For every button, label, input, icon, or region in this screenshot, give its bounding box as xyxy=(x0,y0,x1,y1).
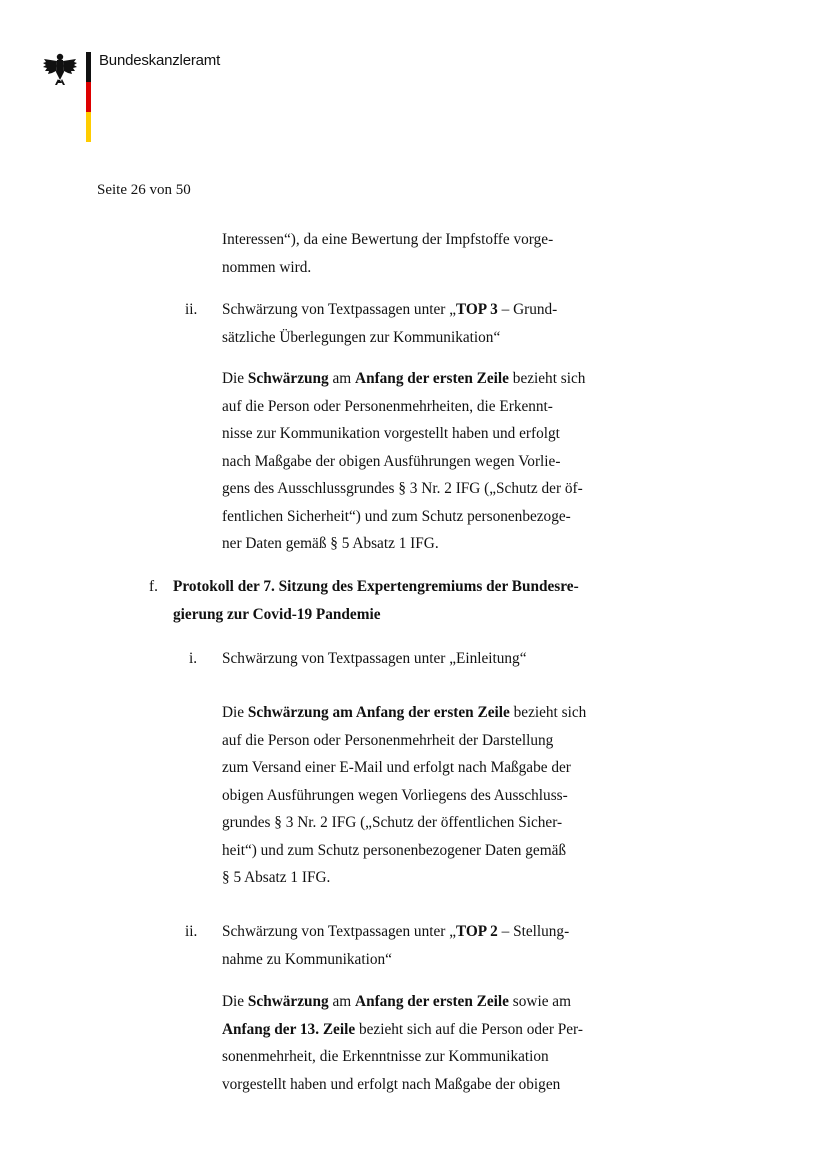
item-paragraph xyxy=(222,365,590,558)
text-line: Schwärzung von Textpassagen unter „TOP 3 – Grund- xyxy=(222,301,558,318)
text-line: auf die Person oder Personenmehrheit der Darstellung xyxy=(222,731,554,749)
item-number: i. xyxy=(189,650,198,667)
text-line: nommen wird. xyxy=(222,258,312,276)
federal-eagle-icon xyxy=(40,50,80,90)
item-heading: Schwärzung von Textpassagen unter „Einleitung“ xyxy=(222,650,527,667)
item-paragraph xyxy=(222,699,590,892)
text-line: Interessen“), da eine Bewertung der Impfstoffe vorge- xyxy=(222,231,554,248)
item-number: ii. xyxy=(185,923,198,940)
item-heading xyxy=(222,296,590,351)
text-line: heit“) und zum Schutz personenbezogener Daten gemäß xyxy=(222,841,567,859)
text-line: ner Daten gemäß § 5 Absatz 1 IFG. xyxy=(222,535,439,552)
text-line: gens des Ausschlussgrundes § 3 Nr. 2 IFG („Schutz der öf- xyxy=(222,480,583,497)
text-line: Schwärzung von Textpassagen unter „TOP 2 – Stellung- xyxy=(222,923,570,940)
text-line: Anfang der 13. Zeile bezieht sich auf die Person oder Per- xyxy=(222,1020,583,1038)
text-line: Protokoll der 7. Sitzung des Expertengremiums der Bundesre- xyxy=(173,578,579,595)
text-line: nahme zu Kommunikation“ xyxy=(222,950,392,968)
text-line: nisse zur Kommunikation vorgestellt haben und erfolgt xyxy=(222,425,560,442)
text-line: sonenmehrheit, die Erkenntnisse zur Kommunikation xyxy=(222,1048,549,1065)
intro-paragraph xyxy=(222,226,590,281)
item-heading xyxy=(222,918,590,973)
text-line: Die Schwärzung am Anfang der ersten Zeile sowie am xyxy=(222,993,571,1010)
section-number: f. xyxy=(149,578,158,595)
item-number: ii. xyxy=(185,301,198,318)
text-line: Die Schwärzung am Anfang der ersten Zeile bezieht sich xyxy=(222,704,587,721)
text-line: § 5 Absatz 1 IFG. xyxy=(222,869,331,886)
page-number: Seite 26 von 50 xyxy=(97,182,191,198)
item-paragraph xyxy=(222,988,590,1098)
text-line: fentlichen Sicherheit“) und zum Schutz personenbezoge- xyxy=(222,507,571,525)
text-line: obigen Ausführungen wegen Vorliegens des Ausschluss- xyxy=(222,786,568,804)
section-heading xyxy=(173,573,590,628)
text-line: zum Versand einer E-Mail und erfolgt nach Maßgabe der xyxy=(222,759,571,776)
agency-name: Bundeskanzleramt xyxy=(99,52,221,69)
text-line: gierung zur Covid-19 Pandemie xyxy=(173,605,381,623)
text-line: auf die Person oder Personenmehrheiten, die Erkennt- xyxy=(222,397,553,415)
text-line: grundes § 3 Nr. 2 IFG („Schutz der öffentlichen Sicher- xyxy=(222,814,563,831)
text-line: Die Schwärzung am Anfang der ersten Zeile bezieht sich xyxy=(222,370,586,387)
text-line: sätzliche Überlegungen zur Kommunikation“ xyxy=(222,328,501,346)
text-line: nach Maßgabe der obigen Ausführungen wegen Vorlie- xyxy=(222,452,561,470)
flag-bar xyxy=(86,52,91,142)
text-line: vorgestellt haben und erfolgt nach Maßgabe der obigen xyxy=(222,1075,561,1093)
